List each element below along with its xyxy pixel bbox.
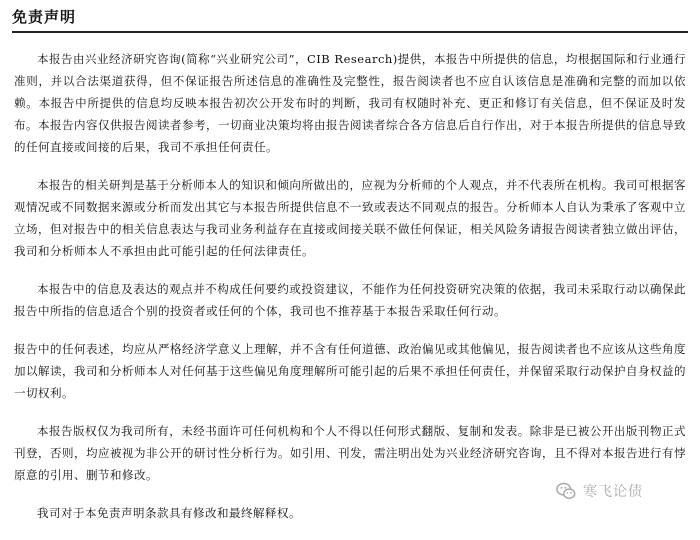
page-title: 免责声明 bbox=[12, 8, 77, 26]
watermark-text: 寒飞论债 bbox=[583, 484, 643, 500]
paragraph-5: 本报告版权仅为我司所有，未经书面许可任何机构和个人不得以任何形式翻版、复制和发表。除非是已被公开出版刊物正式刊登，否则，均应被视为非公开的研讨性分析行为。如引用、刊发，需注明出处为兴业经济研究咨询，且不得对本报告进行有悖原意的引用、删节和修改。 bbox=[14, 424, 686, 482]
paragraph-3: 本报告中的信息及表达的观点并不构成任何要约或投资建议，不能作为任何投资研究决策的依据，我司未采取行动以确保此报告中所指的信息适合个别的投资者或任何的个体，我司也不推荐基于本报告采取任何行动。 bbox=[14, 282, 686, 318]
paragraph-6: 我司对于本免责声明条款具有修改和最终解释权。 bbox=[37, 506, 301, 520]
wechat-icon bbox=[555, 480, 577, 502]
title-divider bbox=[12, 31, 688, 33]
disclaimer-body bbox=[14, 48, 686, 540]
paragraph-4: 报告中的任何表述，均应从严格经济学意义上理解，并不含有任何道德、政治偏见或其他偏见，报告阅读者也不应该从这些角度加以解读，我司和分析师本人对任何基于这些偏见角度理解所可能引起的后果不承担任何责任，并保留采取行动保护自身权益的一切权利。 bbox=[14, 342, 686, 400]
paragraph-1: 本报告由兴业经济研究咨询(简称“兴业研究公司”，CIB Research)提供，本报告中所提供的信息，均根据国际和行业通行准则，并以合法渠道获得，但不保证报告所述信息的准确性及完整性，报告阅读者也不应自认该信息是准确和完整的而加以依赖。本报告中所提供的信息均反映本报告初次公开发布时的判断，我司有权随时补充、更正和修订有关信息，但不保证及时发布。本报告内容仅供报告阅读者参考，一切商业决策均将由报告阅读者综合各方信息后自行作出，对于本报告所提供的信息导致的任何直接或间接的后果，我司不承担任何责任。 bbox=[14, 52, 686, 154]
watermark bbox=[555, 480, 643, 502]
paragraph-2: 本报告的相关研判是基于分析师本人的知识和倾向所做出的，应视为分析师的个人观点，并不代表所在机构。我司可根据客观情况或不同数据来源或分析而发出其它与本报告所提供信息不一致或表达不同观点的报告。分析师本人自认为秉承了客观中立立场，但对报告中的相关信息表达与我司业务利益存在直接或间接关联不做任何保证，相关风险务请报告阅读者独立做出评估，我司和分析师本人不承担由此可能引起的任何法律责任。 bbox=[14, 178, 686, 258]
